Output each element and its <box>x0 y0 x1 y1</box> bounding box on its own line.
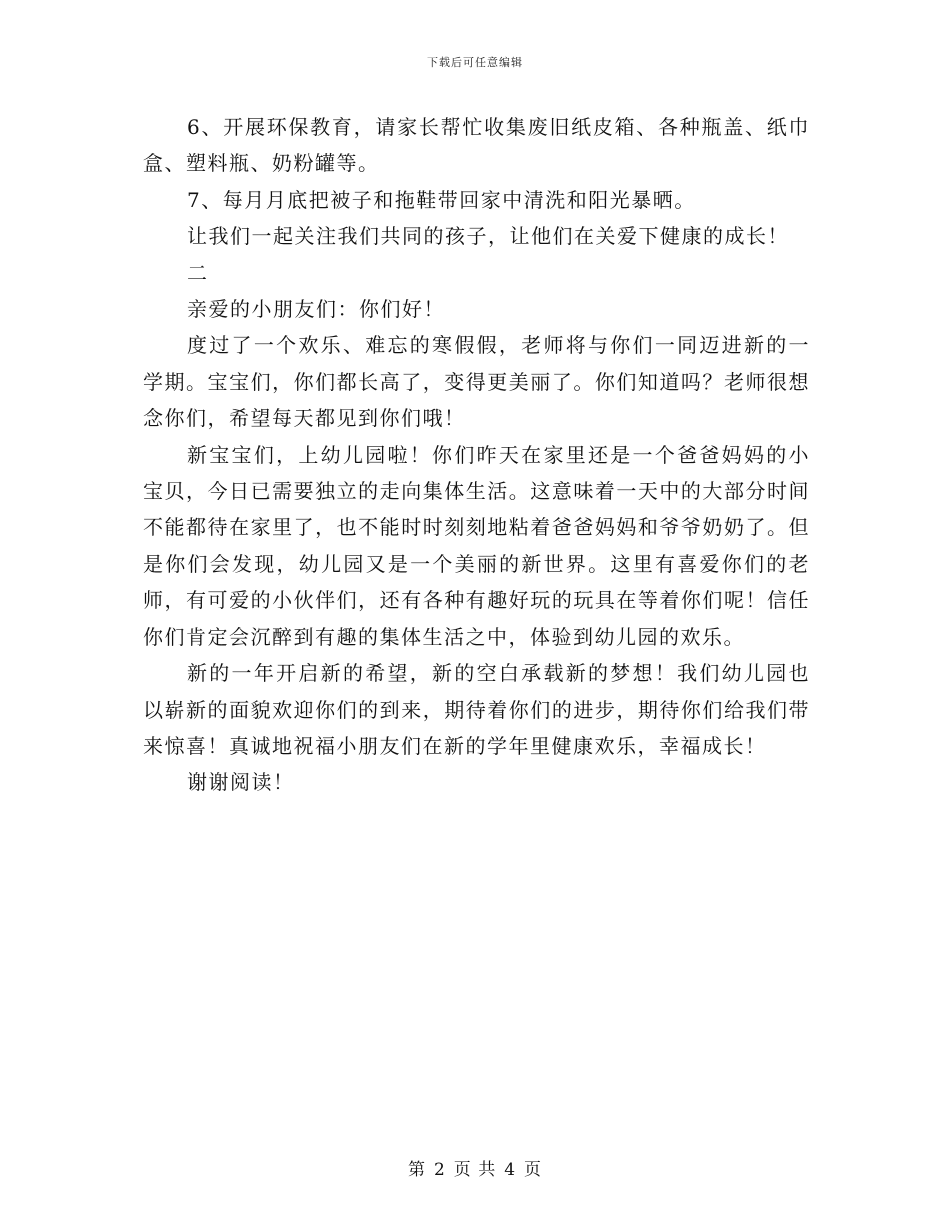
footer-page-number: 2 <box>433 1160 446 1180</box>
page-header: 下载后可任意编辑 <box>427 56 523 69</box>
paragraph-kindergarten-life: 新宝宝们，上幼儿园啦！你们昨天在家里还是一个爸爸妈妈的小宝贝，今日已需要独立的走向集体生活。这意味着一天中的大部分时间不能都待在家里了，也不能时时刻刻地粘着爸爸妈妈和爷爷奶奶了。但是你们会发现，幼儿园又是一个美丽的新世界。这里有喜爱你们的老师，有可爱的小伙伴们，还有各种有趣好玩的玩具在等着你们呢！信任你们肯定会沉醉到有趣的集体生活之中，体验到幼儿园的欢乐。 <box>143 442 810 649</box>
section-number: 二 <box>187 260 209 285</box>
paragraph-item-7: 7、每月月底把被子和拖鞋带回家中清洗和阳光暴晒。 <box>187 187 696 212</box>
paragraph-closing-call: 让我们一起关注我们共同的孩子，让他们在关爱下健康的成长！ <box>187 224 789 249</box>
footer-middle: 页 共 <box>453 1160 497 1180</box>
footer-total-pages: 4 <box>504 1160 517 1180</box>
paragraph-new-semester: 度过了一个欢乐、难忘的寒假假，老师将与你们一同迈进新的一学期。宝宝们，你们都长高了，变得更美丽了。你们知道吗？老师很想念你们，希望每天都见到你们哦！ <box>143 333 810 431</box>
page-footer <box>0 1155 950 1180</box>
paragraph-thanks: 谢谢阅读！ <box>187 770 295 795</box>
document-body <box>143 109 810 801</box>
paragraph-new-year-wishes: 新的一年开启新的希望，新的空白承载新的梦想！我们幼儿园也以崭新的面貌欢迎你们的到来，期待着你们的进步，期待你们给我们带来惊喜！真诚地祝福小朋友们在新的学年里健康欢乐，幸福成长！ <box>143 661 810 758</box>
paragraph-greeting: 亲爱的小朋友们：你们好！ <box>187 297 445 322</box>
footer-prefix: 第 <box>407 1160 426 1180</box>
footer-suffix: 页 <box>524 1160 543 1180</box>
paragraph-item-6: 6、开展环保教育，请家长帮忙收集废旧纸皮箱、各种瓶盖、纸巾盒、塑料瓶、奶粉罐等。 <box>143 115 810 176</box>
